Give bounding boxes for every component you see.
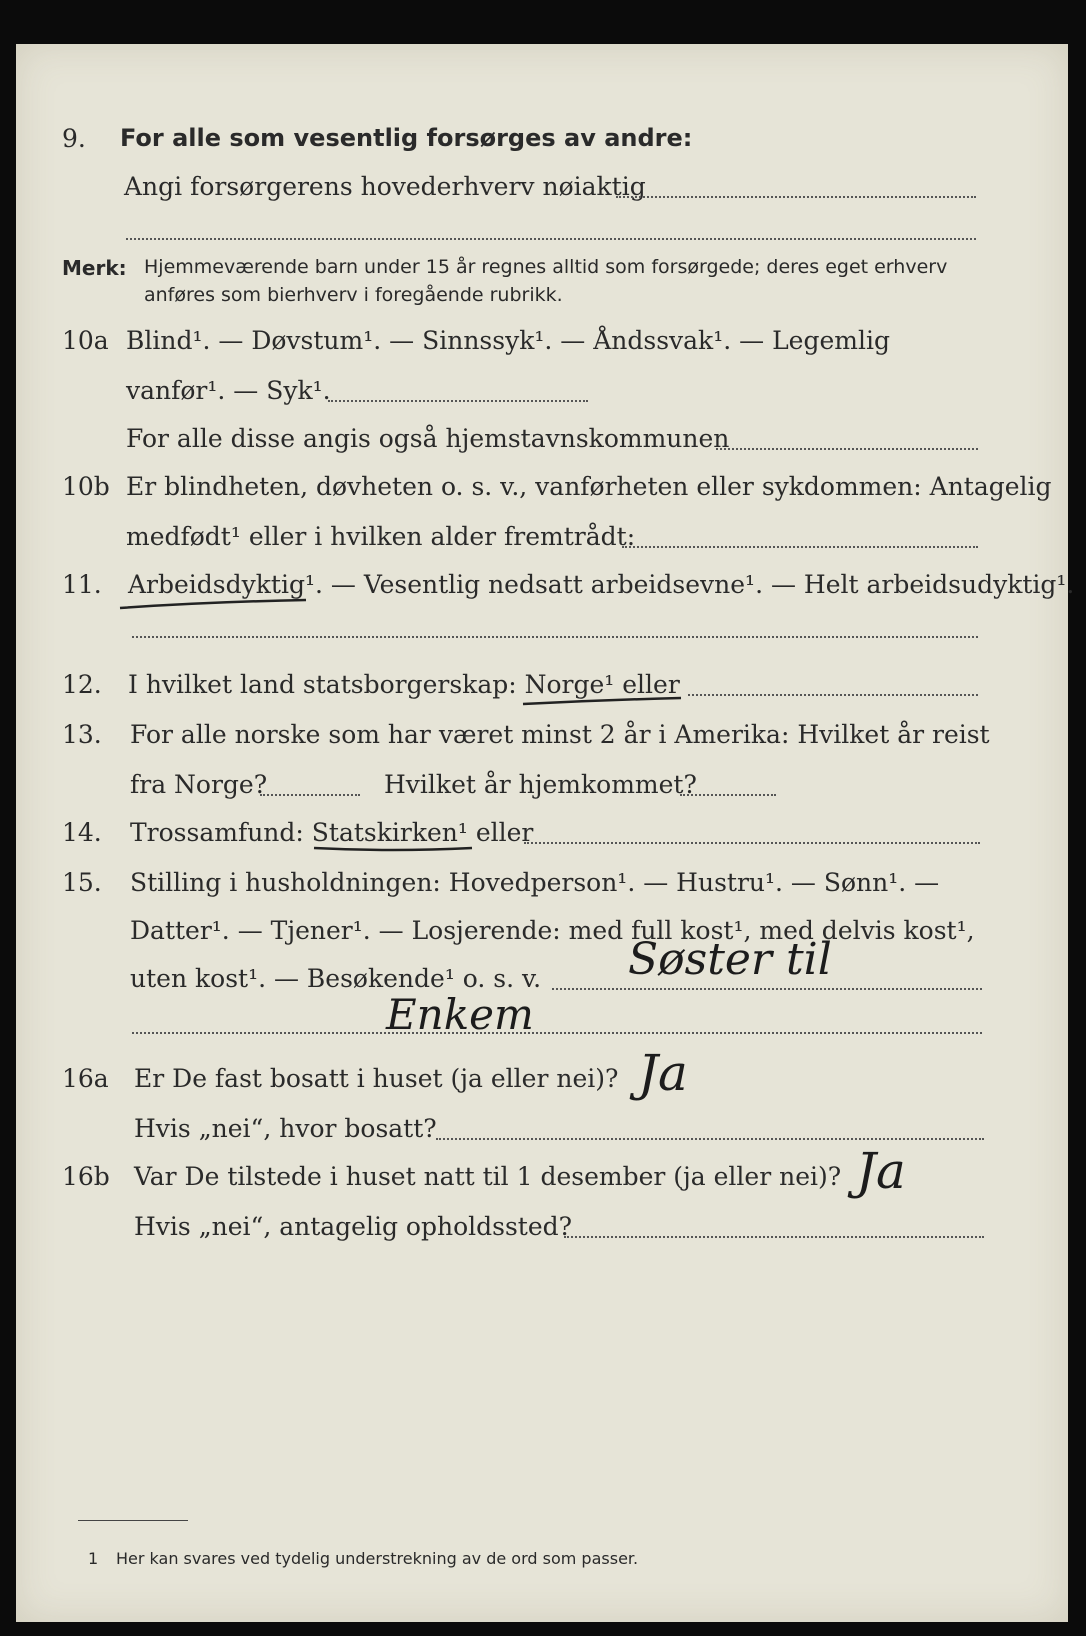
footnote-mark: 1 (88, 1549, 99, 1568)
q12-fill-line (688, 694, 978, 696)
q10a-line2: vanfør¹. — Syk¹. (126, 376, 331, 405)
q10a-number: 10a (62, 326, 109, 355)
q16a-line2: Hvis „nei“, hvor bosatt? (134, 1114, 437, 1143)
merk-label: Merk: (62, 256, 127, 280)
footnote-rule (78, 1520, 188, 1521)
q9-title: For alle som vesentlig forsørges av andre: (120, 124, 693, 152)
q15-line1: Stilling i husholdningen: Hovedperson¹. — Hustru¹. — Sønn¹. — (130, 868, 940, 897)
q12-line1: I hvilket land statsborgerskap: Norge¹ eller (128, 670, 680, 699)
q9-fill-line (616, 196, 976, 198)
q9-number: 9. (62, 124, 86, 153)
q13-fill-line-1 (260, 794, 360, 796)
q11-fill-line (132, 636, 978, 638)
q16a-number: 16a (62, 1064, 109, 1093)
q15-fill-line (552, 988, 982, 990)
q11-underline-mark (116, 592, 316, 616)
q10a-fill-line (328, 400, 588, 402)
q10a-line1: Blind¹. — Døvstum¹. — Sinnssyk¹. — Åndssvak¹. — Legemlig (126, 326, 890, 355)
q13-fill-line-2 (680, 794, 776, 796)
q15-line3: uten kost¹. — Besøkende¹ o. s. v. (130, 964, 542, 993)
q11-line1: Arbeidsdyktig¹. — Vesentlig nedsatt arbeidsevne¹. — Helt arbeidsudyktig¹. (128, 570, 1075, 599)
q9-line2: Angi forsørgerens hovederhverv nøiaktig (124, 172, 646, 201)
census-form-page (16, 44, 1075, 1622)
q15-number: 15. (62, 868, 102, 897)
q10b-fill-line (622, 546, 978, 548)
q16b-line1: Var De tilstede i huset natt til 1 desember (ja eller nei)? (134, 1162, 842, 1191)
q16b-number: 16b (62, 1162, 110, 1191)
q16b-fill-line (564, 1236, 984, 1238)
q14-fill-line (524, 842, 980, 844)
q13-line2b: Hvilket år hjemkommet? (384, 770, 697, 799)
q16b-handwritten-answer: Ja (856, 1142, 906, 1200)
q14-number: 14. (62, 818, 102, 847)
q10b-line1: Er blindheten, døvheten o. s. v., vanførheten eller sykdommen: Antagelig (126, 472, 1052, 501)
q10a-line3: For alle disse angis også hjemstavnskommunen (126, 424, 730, 453)
q15-handwritten-answer-1: Søster til (628, 934, 832, 985)
q15-line2: Datter¹. — Tjener¹. — Losjerende: med full kost¹, med delvis kost¹, (130, 916, 975, 945)
q16a-fill-line (436, 1138, 984, 1140)
q15-fill-line-2 (132, 1032, 982, 1034)
q13-number: 13. (62, 720, 102, 749)
q10b-line2: medfødt¹ eller i hvilken alder fremtrådt: (126, 522, 636, 551)
q12-number: 12. (62, 670, 102, 699)
merk-line2: anføres som bierhverv i foregående rubrikk. (144, 284, 563, 306)
q12-underline-mark (521, 690, 691, 712)
q9-fill-line-2 (126, 238, 976, 240)
q11-number: 11. (62, 570, 102, 599)
q16a-handwritten-answer: Ja (638, 1044, 688, 1102)
q13-line1: For alle norske som har været minst 2 år i Amerika: Hvilket år reist (130, 720, 990, 749)
q15-handwritten-answer-2: Enkem (386, 990, 534, 1039)
merk-line1: Hjemmeværende barn under 15 år regnes alltid som forsørgede; deres eget erhverv (144, 256, 948, 278)
footnote-text: Her kan svares ved tydelig understrekning av de ord som passer. (116, 1549, 639, 1568)
q10b-number: 10b (62, 472, 110, 501)
q16b-line2: Hvis „nei“, antagelig opholdssted? (134, 1212, 573, 1241)
q14-line1: Trossamfund: Statskirken¹ eller (130, 818, 534, 847)
q16a-line1: Er De fast bosatt i huset (ja eller nei)? (134, 1064, 619, 1093)
q14-underline-mark (312, 838, 482, 860)
q10a-fill-line-2 (716, 448, 978, 450)
q13-line2a: fra Norge? (130, 770, 268, 799)
